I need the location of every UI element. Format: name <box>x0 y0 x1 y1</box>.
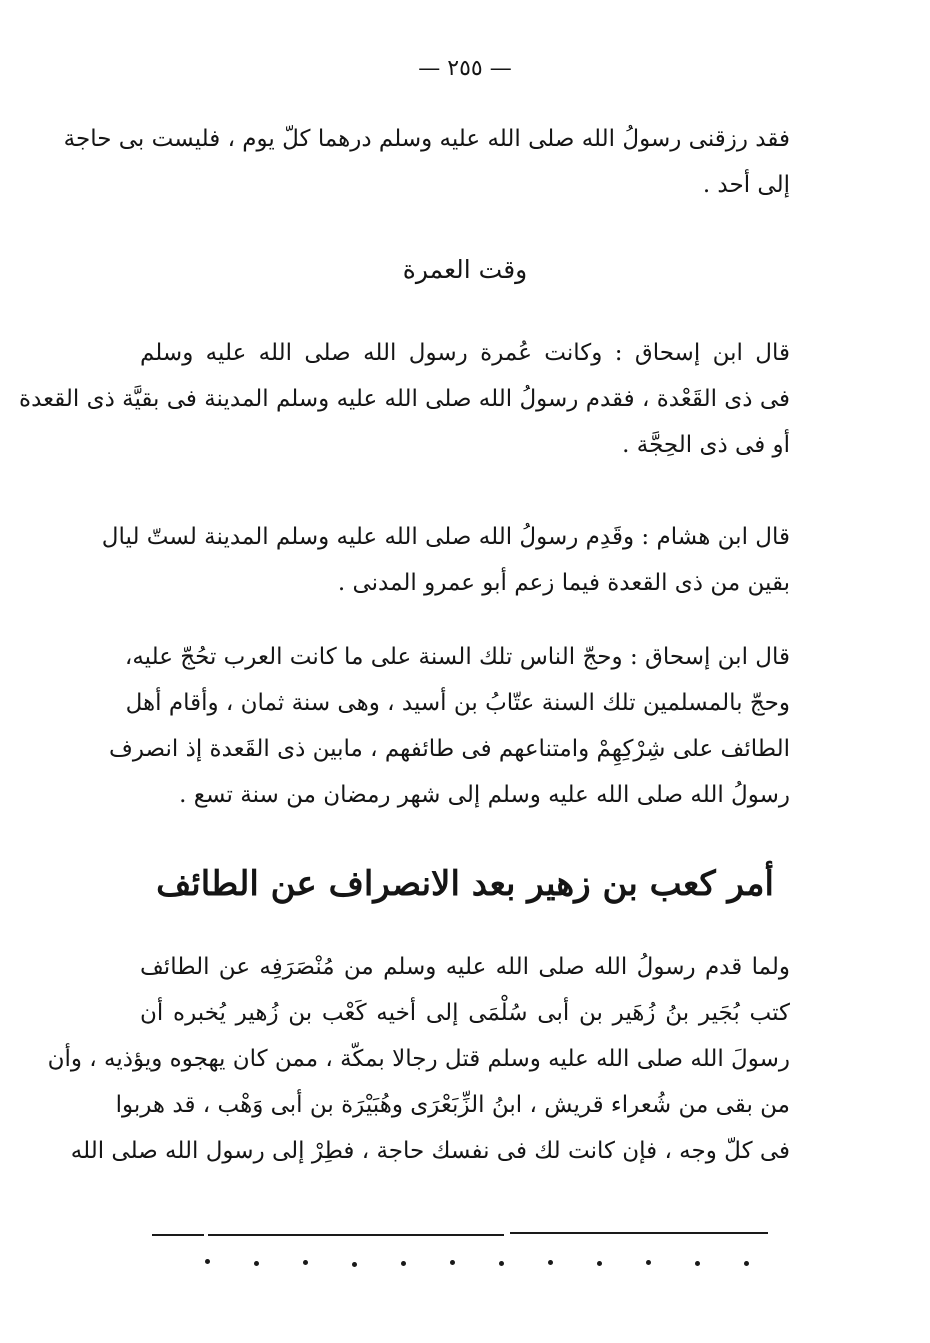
text-line: أو فى ذى الحِجَّة . <box>622 432 790 458</box>
footer-dot <box>499 1261 504 1266</box>
footer-rule <box>152 1234 204 1236</box>
text-line: فقد رزقنى رسولُ الله صلى الله عليه وسلم درهما كلّ يوم ، فليست بى حاجة <box>63 126 790 152</box>
text-line: إلى أحد . <box>702 172 790 198</box>
text-line: قال ابن إسحاق : وحجّ الناس تلك السنة على ما كانت العرب تحُجّ عليه، <box>124 644 790 670</box>
footer-dot <box>303 1260 308 1265</box>
text-line: فى كلّ وجه ، فإن كانت لك فى نفسك حاجة ، فطِرْ إلى رسول الله صلى الله <box>70 1138 790 1164</box>
footer-dot <box>352 1262 357 1267</box>
footer-dot <box>646 1260 651 1265</box>
text-line: رسولُ الله صلى الله عليه وسلم إلى شهر رمضان من سنة تسع . <box>179 782 790 808</box>
text-line: بقين من ذى القعدة فيما زعم أبو عمرو المدنى . <box>337 570 790 596</box>
text-line: كتب بُجَير بنُ زُهَير بن أبى سُلْمَى إلى أخيه كَعْب بن زُهير يُخبره أن <box>140 1000 790 1026</box>
paragraph-kaab <box>47 944 790 1174</box>
footer-rule <box>510 1232 768 1234</box>
text-line: قال ابن إسحاق : وكانت عُمرة رسول الله صلى الله عليه وسلم <box>140 340 790 366</box>
section-heading-umrah: وقت العمرة <box>402 255 528 284</box>
footer-dot <box>401 1261 406 1266</box>
page-number: — ٢٥٥ — <box>418 56 512 81</box>
footer-dot <box>695 1261 700 1266</box>
footer-dot <box>597 1261 602 1266</box>
text-line: وحجّ بالمسلمين تلك السنة عتّابُ بن أسيد ، وهى سنة ثمان ، وأقام أهل <box>125 690 790 716</box>
text-line: ولما قدم رسولُ الله صلى الله عليه وسلم من مُنْصَرَفِه عن الطائف <box>140 954 790 980</box>
footer-dot <box>205 1259 210 1264</box>
text-line: رسولَ الله صلى الله عليه وسلم قتل رجالا بمكّة ، ممن كان يهجوه ويؤذيه ، وأن <box>47 1046 790 1072</box>
section-heading-kaab: أمر كعب بن زهير بعد الانصراف عن الطائف <box>156 864 774 904</box>
footer-dot <box>254 1261 259 1266</box>
text-line: من بقى من شُعراء قريش ، ابنُ الزِّبَعْرَى وهُبَيْرَة بن أبى وَهْب ، قد هربوا <box>115 1092 790 1118</box>
text-line: فى ذى القَعْدة ، فقدم رسولُ الله صلى الله عليه وسلم المدينة فى بقيَّة ذى القعدة <box>19 386 790 412</box>
text-line: قال ابن هشام : وقَدِم رسولُ الله صلى الله عليه وسلم المدينة لستّ ليال <box>101 524 790 550</box>
footer-dot <box>548 1260 553 1265</box>
paragraph-ibn-ishaq-umrah <box>19 330 790 468</box>
paragraph-ibn-ishaq-hajj <box>109 634 790 818</box>
footer-dot <box>450 1260 455 1265</box>
intro-paragraph <box>63 116 790 208</box>
footer-rule <box>208 1234 504 1236</box>
text-line: الطائف على شِرْكِهِمْ وامتناعهم فى طائفهم ، مابين ذى القَعدة إذ انصرف <box>109 736 790 762</box>
paragraph-ibn-hisham <box>101 514 790 606</box>
footer-dot <box>744 1261 749 1266</box>
